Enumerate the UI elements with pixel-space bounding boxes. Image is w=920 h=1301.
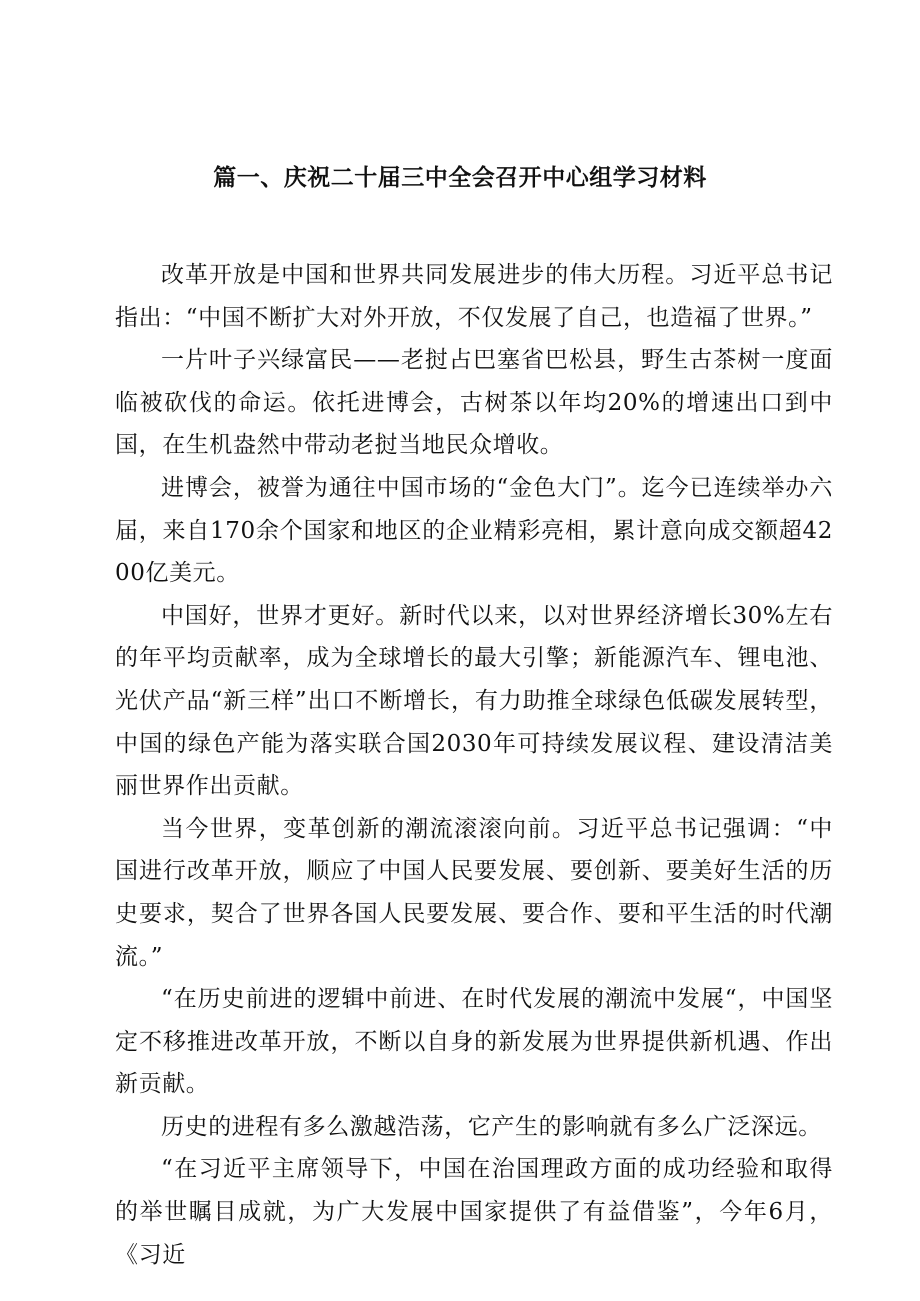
paragraph: 一片叶子兴绿富民——老挝占巴塞省巴松县，野生古茶树一度面临被砍伐的命运。依托进博会，古树茶以年均20%的增速出口到中国，在生机盎然中带动老挝当地民众增收。 xyxy=(115,347,833,459)
document-body xyxy=(115,254,833,1276)
paragraph: 改革开放是中国和世界共同发展进步的伟大历程。习近平总书记指出：“中国不断扩大对外开放，不仅发展了自己，也造福了世界。” xyxy=(115,262,833,331)
paragraph: 当今世界，变革创新的潮流滚滚向前。习近平总书记强调：“中国进行改革开放，顺应了中国人民要发展、要创新、要美好生活的历史要求，契合了世界各国人民要发展、要合作、要和平生活的时代潮流。” xyxy=(115,815,833,970)
paragraph: 中国好，世界才更好。新时代以来，以对世界经济增长30%左右的年平均贡献率，成为全球增长的最大引擎；新能源汽车、锂电池、光伏产品“新三样”出口不断增长，有力助推全球绿色低碳发展转型，中国的绿色产能为落实联合国2030年可持续发展议程、建设清洁美丽世界作出贡献。 xyxy=(115,602,833,800)
paragraph: “在习近平主席领导下，中国在治国理政方面的成功经验和取得的举世瞩目成就，为广大发展中国家提供了有益借鉴”，今年6月，《习近 xyxy=(115,1156,833,1268)
paragraph: 进博会，被誉为通往中国市场的“金色大门”。迄今已连续举办六届，来自170余个国家和地区的企业精彩亮相，累计意向成交额超4200亿美元。 xyxy=(115,474,833,587)
document-title: 篇一、庆祝二十届三中全会召开中心组学习材料 xyxy=(213,165,707,191)
paragraph: “在历史前进的逻辑中前进、在时代发展的潮流中发展“，中国坚定不移推进改革开放，不断以自身的新发展为世界提供新机遇、作出新贡献。 xyxy=(115,986,833,1098)
paragraph: 历史的进程有多么激越浩荡，它产生的影响就有多么广泛深远。 xyxy=(161,1113,822,1140)
